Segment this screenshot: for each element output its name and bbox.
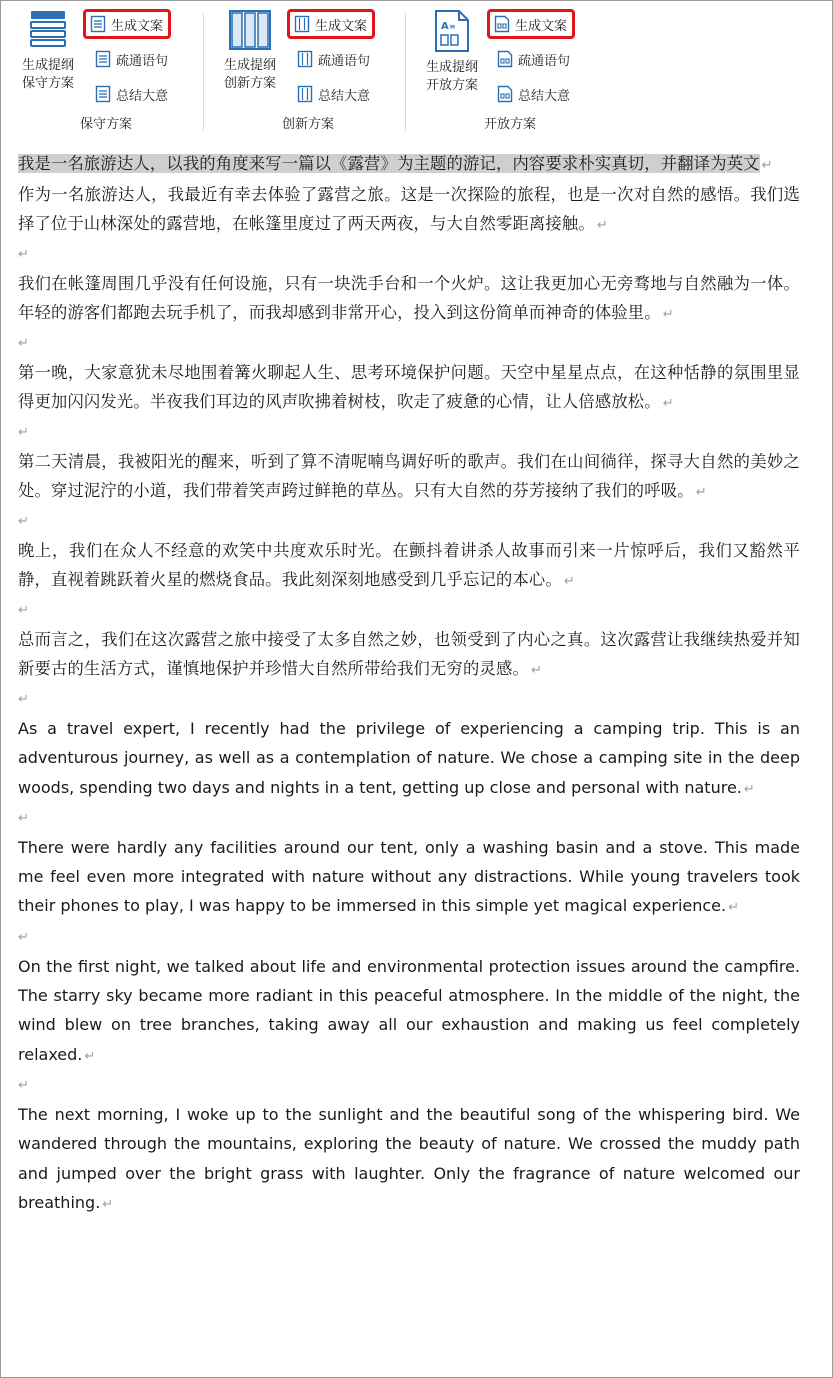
generate-copy-open-button[interactable] — [489, 11, 573, 37]
columns-document-icon — [297, 85, 313, 103]
template-document-icon — [497, 85, 513, 103]
smooth-sentences-open-button[interactable] — [497, 46, 570, 72]
paragraph-text: 我们在帐篷周围几乎没有任何设施，只有一块洗手台和一个火炉。这让我更加心无旁骛地与自然融为一体。年轻的游客们都跑去玩手机了，而我却感到非常开心，投入到这份简单而神奇的体验里。 — [18, 274, 800, 322]
empty-paragraph-mark: ↵ — [18, 692, 29, 707]
ab-document-icon — [433, 9, 471, 53]
prompt-paragraph[interactable] — [18, 149, 800, 180]
en-paragraph[interactable] — [18, 952, 800, 1071]
columns-outline-icon — [228, 9, 272, 51]
paragraph-text: As a travel expert, I recently had the privilege of experiencing a camping trip. This is an adventurous journey, as well as a contemplation of nature. We chose a camping site in the deep woods, spending two days and nights in a tent, getting up close and personal with nature. — [18, 719, 800, 797]
smooth-sentences-conservative-button[interactable] — [95, 46, 168, 72]
group-divider — [405, 13, 406, 131]
paragraph-mark: ↵ — [596, 218, 608, 233]
zh-paragraph[interactable] — [18, 447, 800, 507]
selected-prompt-text[interactable]: 我是一名旅游达人，以我的角度来写一篇以《露营》为主题的游记，内容要求朴实真切，并翻译为英文 — [18, 154, 760, 173]
paragraph-mark: ↵ — [761, 158, 773, 173]
ribbon-toolbar — [1, 1, 832, 139]
paragraph-mark: ↵ — [662, 396, 674, 411]
button-label: 疏通语句 — [518, 53, 571, 69]
empty-paragraph-mark: ↵ — [18, 336, 29, 351]
group-label: 创新方案 — [281, 117, 334, 132]
paragraph-mark: ↵ — [563, 574, 575, 589]
outline-list-icon — [29, 9, 67, 51]
svg-text:≡: ≡ — [449, 22, 456, 31]
paragraph-mark: ↵ — [728, 900, 739, 916]
generate-copy-conservative-button[interactable] — [85, 11, 169, 37]
document-icon — [90, 15, 106, 33]
big-button-label: 生成提纲 开放方案 — [425, 60, 478, 93]
paragraph-mark: ↵ — [102, 1196, 114, 1212]
empty-paragraph-mark: ↵ — [18, 810, 29, 826]
empty-paragraph-mark: ↵ — [18, 514, 29, 529]
ribbon-group-conservative — [1, 1, 201, 139]
zh-paragraph[interactable] — [18, 536, 800, 596]
empty-paragraph-mark: ↵ — [18, 1077, 29, 1093]
zh-paragraph[interactable] — [18, 180, 800, 240]
ribbon-group-open — [407, 1, 627, 139]
big-button-label: 生成提纲 创新方案 — [223, 58, 276, 91]
summarize-innovative-button[interactable] — [297, 81, 370, 107]
paragraph-text: 总而言之，我们在这次露营之旅中接受了太多自然之妙，也领受到了内心之真。这次露营让我继续热爱并知新要古的生活方式，谨慎地保护并珍惜大自然所带给我们无穷的灵感。 — [18, 630, 800, 678]
paragraph-text: There were hardly any facilities around our tent, only a washing basin and a stove. This made me feel even more integrated with nature without any distractions. While young travelers took their phones to play, I was happy to be immersed in this simple yet magical experience. — [18, 837, 800, 916]
document-icon — [95, 50, 111, 68]
paragraph-text: 作为一名旅游达人，我最近有幸去体验了露营之旅。这是一次探险的旅程，也是一次对自然的感悟。我们选择了位于山林深处的露营地，在帐篷里度过了两天两夜，与大自然零距离接触。 — [18, 185, 800, 233]
summarize-conservative-button[interactable] — [95, 81, 168, 107]
empty-paragraph-mark: ↵ — [18, 603, 29, 618]
en-paragraph[interactable] — [18, 833, 800, 923]
generate-outline-open-button[interactable] — [417, 9, 487, 109]
group-label: 开放方案 — [483, 117, 536, 132]
zh-paragraph[interactable] — [18, 358, 800, 418]
paragraph-mark: ↵ — [84, 1048, 96, 1064]
paragraph-mark: ↵ — [695, 485, 707, 500]
smooth-sentences-innovative-button[interactable] — [297, 46, 370, 72]
paragraph-text: 第一晚，大家意犹未尽地围着篝火聊起人生、思考环境保护问题。天空中星星点点，在这种恬静的氛围里显得更加闪闪发光。半夜我们耳边的风声吹拂着树枝，吹走了疲惫的心情，让人倍感放松。 — [18, 363, 800, 411]
summarize-open-button[interactable] — [497, 81, 570, 107]
button-label: 疏通语句 — [318, 53, 371, 69]
group-divider — [203, 13, 204, 131]
template-document-icon — [497, 50, 513, 68]
paragraph-text: 晚上，我们在众人不经意的欢笑中共度欢乐时光。在颤抖着讲杀人故事而引来一片惊呼后，我们又豁然平静，直视着跳跃着火星的燃烧食品。我此刻深刻地感受到几乎忘记的本心。 — [18, 541, 800, 589]
en-paragraph[interactable] — [18, 714, 800, 804]
document-body[interactable] — [18, 149, 800, 1219]
svg-text:A: A — [441, 21, 449, 32]
paragraph-mark: ↵ — [743, 781, 755, 797]
zh-paragraph[interactable] — [18, 625, 800, 685]
empty-paragraph-mark: ↵ — [18, 247, 29, 262]
button-label: 疏通语句 — [116, 53, 169, 69]
generate-outline-innovative-button[interactable] — [215, 9, 285, 109]
en-paragraph[interactable] — [18, 1100, 800, 1219]
paragraph-text: The next morning, I woke up to the sunlight and the beautiful song of the whispering bird. We wandered through the mountains, exploring the beauty of nature. We crossed the muddy path and jumped over the bright grass with laughter. Only the fragrance of nature welcomed our breathing. — [18, 1104, 800, 1212]
ribbon-group-innovative — [205, 1, 405, 139]
group-label: 保守方案 — [79, 117, 132, 132]
template-document-icon — [494, 15, 510, 33]
generate-copy-innovative-button[interactable] — [289, 11, 373, 37]
zh-paragraph[interactable] — [18, 269, 800, 329]
button-label: 生成文案 — [515, 18, 568, 34]
button-label: 总结大意 — [518, 88, 571, 104]
paragraph-mark: ↵ — [530, 663, 543, 678]
document-icon — [95, 85, 111, 103]
empty-paragraph-mark: ↵ — [18, 929, 29, 945]
button-label: 生成文案 — [111, 18, 164, 34]
columns-document-icon — [297, 50, 313, 68]
big-button-label: 生成提纲 保守方案 — [21, 58, 74, 91]
button-label: 生成文案 — [315, 18, 368, 34]
button-label: 总结大意 — [116, 88, 169, 104]
paragraph-text: 第二天清晨，我被阳光的醒来，听到了算不清呢喃鸟调好听的歌声。我们在山间徜徉，探寻大自然的美妙之处。穿过泥泞的小道，我们带着笑声跨过鲜艳的草丛。只有大自然的芬芳接纳了我们的呼吸。 — [18, 452, 800, 500]
generate-outline-conservative-button[interactable] — [13, 9, 83, 109]
columns-document-icon — [294, 15, 310, 33]
paragraph-text: On the first night, we talked about life and environmental protection issues around the campfire. The starry sky became more radiant in this peaceful atmosphere. In the middle of the night, the wind blew on tree branches, taking away all our exhaustion and making us feel completely relaxed. — [18, 956, 800, 1064]
empty-paragraph-mark: ↵ — [18, 425, 29, 440]
button-label: 总结大意 — [318, 88, 371, 104]
paragraph-mark: ↵ — [662, 307, 674, 322]
